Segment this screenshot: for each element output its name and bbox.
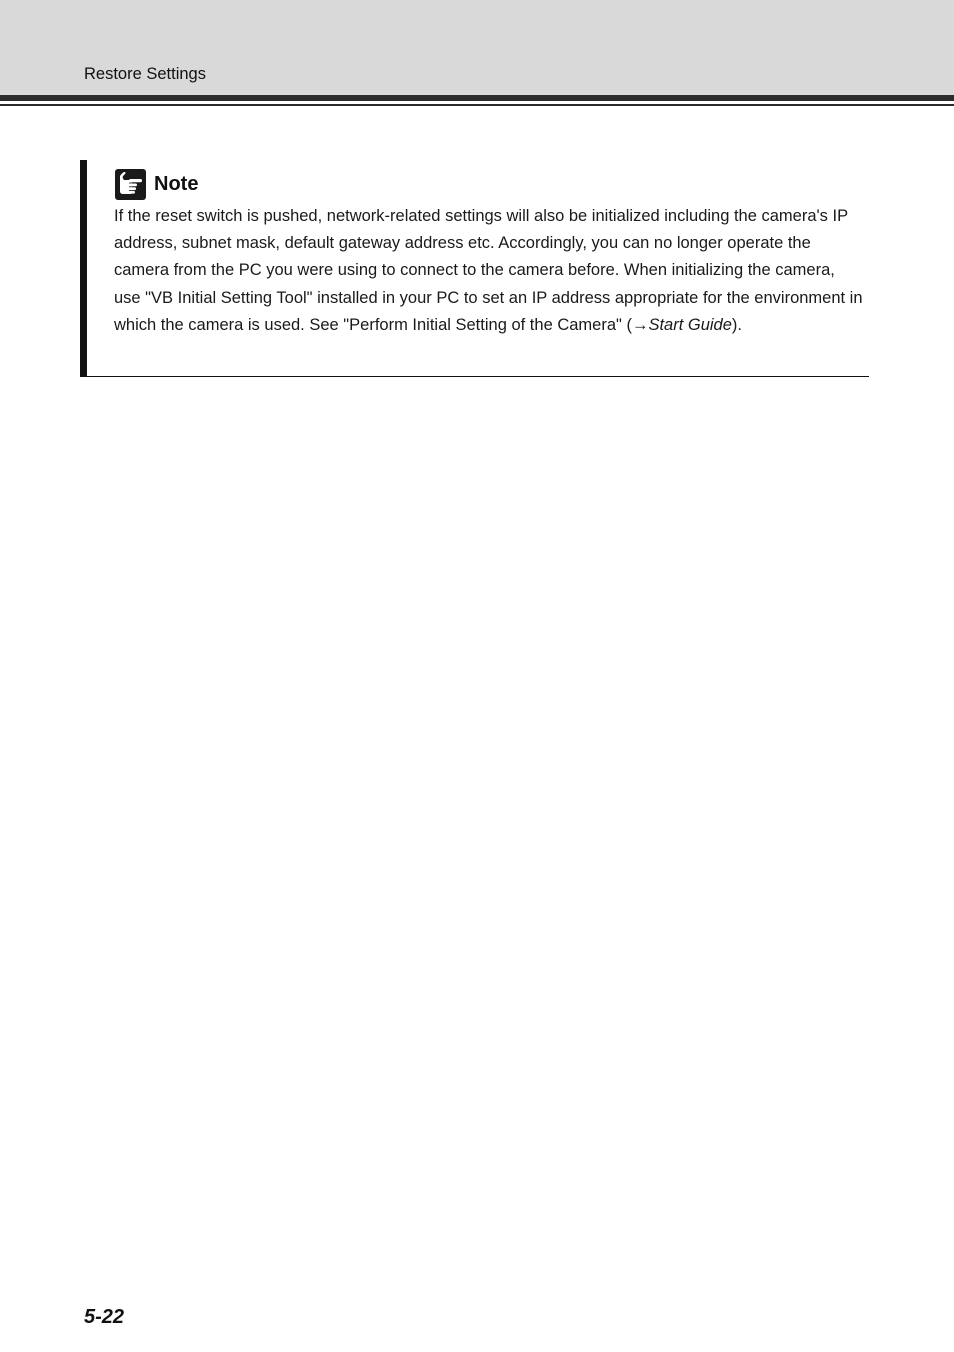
note-body — [114, 203, 864, 339]
page-number: 5-22 — [84, 1306, 125, 1328]
pointing-hand-icon — [115, 169, 146, 200]
note-title: Note — [154, 173, 199, 195]
section-title: Restore Settings — [84, 65, 206, 83]
header-rule-thick — [0, 95, 954, 101]
note-body-text: If the reset switch is pushed, network-related settings will also be initialized including the camera's IP address, subnet mask, default gateway address etc. Accordingly, you can no longer operate the camera from the PC you were using to connect to the camera before. When initializing the camera, use "VB Initial Setting Tool" installed in your PC to set an IP address appropriate for the environment in which the camera is used. See "Perform Initial Setting of the Camera" ( — [114, 207, 863, 334]
header-rule-thin — [0, 104, 954, 106]
start-guide-reference: Start Guide — [648, 315, 732, 334]
note-box — [80, 160, 869, 377]
reference-arrow-icon: → — [631, 315, 649, 334]
note-body-end: ). — [731, 315, 743, 334]
note-heading — [115, 168, 198, 200]
